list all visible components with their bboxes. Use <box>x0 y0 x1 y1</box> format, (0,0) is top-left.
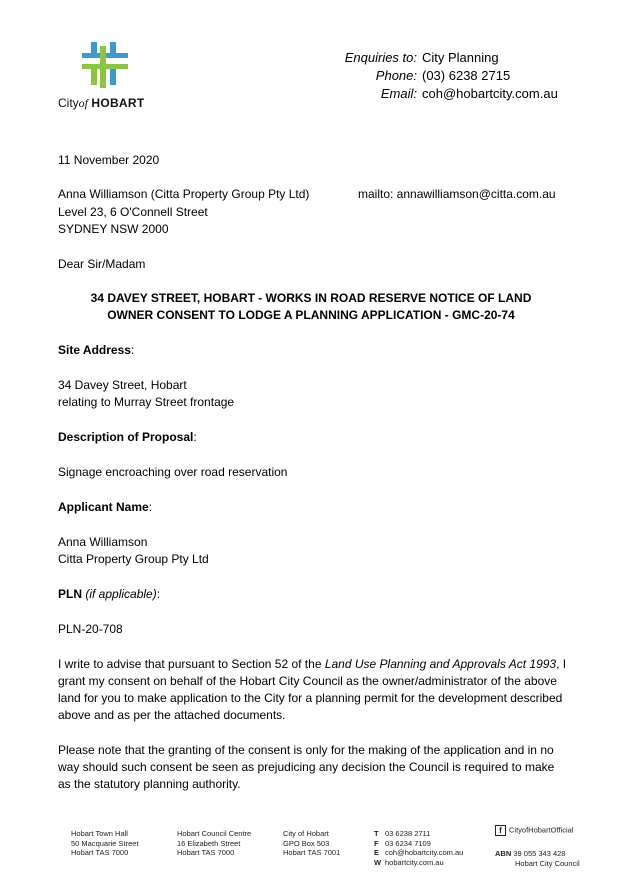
footer-line: Hobart Town Hall <box>71 829 128 838</box>
abn-number: 39 055 343 428 <box>513 849 566 858</box>
footer-line: GPO Box 503 <box>283 838 330 848</box>
applicant-heading <box>58 499 152 516</box>
pln-heading <box>58 586 160 603</box>
facebook-icon[interactable]: f <box>495 825 506 836</box>
subject-line2: OWNER CONSENT TO LODGE A PLANNING APPLICATION - GMC-20-74 <box>107 308 515 322</box>
phone-label: Phone: <box>375 68 417 83</box>
footer-line: Hobart TAS 7000 <box>71 848 129 857</box>
logo-city: City <box>58 96 79 110</box>
letter-date: 11 November 2020 <box>58 153 160 167</box>
pln-label: PLN <box>58 587 82 601</box>
recipient-address-line2: SYDNEY NSW 2000 <box>58 222 169 236</box>
consent-text-start: I write to advise that pursuant to Section 52 of the <box>58 657 325 671</box>
enquiries-block <box>330 49 558 103</box>
proposal-heading <box>58 429 197 446</box>
subject-line1: 34 DAVEY STREET, HOBART - WORKS IN ROAD RESERVE NOTICE OF LAND <box>90 291 532 305</box>
enquiries-value: City Planning <box>422 50 499 65</box>
hobart-emblem-icon <box>80 40 130 90</box>
facebook-handle[interactable]: CityofHobartOfficial <box>509 825 574 835</box>
logo-of: of <box>78 96 89 110</box>
footer-email <box>374 848 463 858</box>
proposal-colon: : <box>193 430 197 444</box>
footer-value: 03 6238 2711 <box>385 829 431 838</box>
abn-organisation: Hobart City Council <box>515 858 580 868</box>
footer-line: City of Hobart <box>283 829 329 838</box>
footer-line: Hobart TAS 7000 <box>177 848 235 857</box>
consent-text-end: , I grant my consent on behalf of the Hobart City Council as the owner/administrator of the above land for you to make application to the City for a planning permit for the development described above and as per the attached documents. <box>58 657 567 722</box>
footer-web <box>374 858 463 868</box>
pln-qualifier: (if applicable) <box>85 587 157 601</box>
note-paragraph: Please note that the granting of the consent is only for the making of the application and in no way should such consent be seen as prejudicing any decision the Council is required to make as the statutory planning authority. <box>58 743 555 791</box>
applicant-company: Citta Property Group Pty Ltd <box>58 552 209 566</box>
applicant-name: Anna Williamson <box>58 535 148 549</box>
footer-key: E <box>374 848 380 857</box>
site-address-line2: relating to Murray Street frontage <box>58 395 235 409</box>
phone-row <box>330 67 558 85</box>
footer-value[interactable]: coh@hobartcity.com.au <box>385 848 464 857</box>
consent-paragraph <box>58 656 568 724</box>
recipient-name: Anna Williamson (Citta Property Group Pty Ltd) <box>58 187 310 201</box>
footer-council-centre <box>177 829 251 858</box>
enquiries-label: Enquiries to: <box>344 50 417 65</box>
logo-hobart: HOBART <box>91 96 145 110</box>
email-value[interactable]: coh@hobartcity.com.au <box>422 86 558 101</box>
footer-contact <box>374 829 463 867</box>
proposal-value: Signage encroaching over road reservation <box>58 465 288 479</box>
footer-social[interactable] <box>495 825 573 836</box>
site-address-heading <box>58 342 134 359</box>
enquiries-row <box>330 49 558 67</box>
phone-value: (03) 6238 2715 <box>422 68 511 83</box>
email-label: Email: <box>380 86 417 101</box>
site-address-line1: 34 Davey Street, Hobart <box>58 378 187 392</box>
recipient-address-line1: Level 23, 6 O'Connell Street <box>58 205 208 219</box>
proposal-label: Description of Proposal <box>58 430 194 444</box>
logo-wordmark <box>58 96 145 111</box>
footer-line: Hobart Council Centre <box>177 829 252 838</box>
footer-postal <box>283 829 340 858</box>
recipient-email[interactable]: mailto: annawilliamson@citta.com.au <box>358 187 556 201</box>
footer-key: W <box>374 857 382 867</box>
site-address-colon: : <box>130 343 135 357</box>
footer-line: Hobart TAS 7001 <box>283 848 341 857</box>
footer-line: 50 Macquarie Street <box>71 838 139 848</box>
footer-value: 03 6234 7109 <box>385 838 431 848</box>
site-address-label: Site Address <box>58 343 131 357</box>
footer-abn <box>495 849 580 868</box>
salutation: Dear Sir/Madam <box>58 257 146 271</box>
footer-key: F <box>374 838 379 848</box>
footer-line: 16 Elizabeth Street <box>177 838 241 848</box>
abn-label: ABN <box>495 849 512 858</box>
pln-colon: : <box>156 587 161 601</box>
footer-fax <box>374 839 463 849</box>
footer-phone <box>374 829 463 839</box>
footer-value[interactable]: hobartcity.com.au <box>385 857 444 867</box>
act-title: Land Use Planning and Approvals Act 1993 <box>324 657 557 671</box>
email-row <box>330 85 558 103</box>
footer-town-hall <box>71 829 139 858</box>
applicant-label: Applicant Name <box>58 500 149 514</box>
city-of-hobart-logo <box>58 40 163 110</box>
applicant-colon: : <box>148 500 153 514</box>
pln-value: PLN-20-708 <box>58 622 123 636</box>
footer-key: T <box>374 829 379 838</box>
